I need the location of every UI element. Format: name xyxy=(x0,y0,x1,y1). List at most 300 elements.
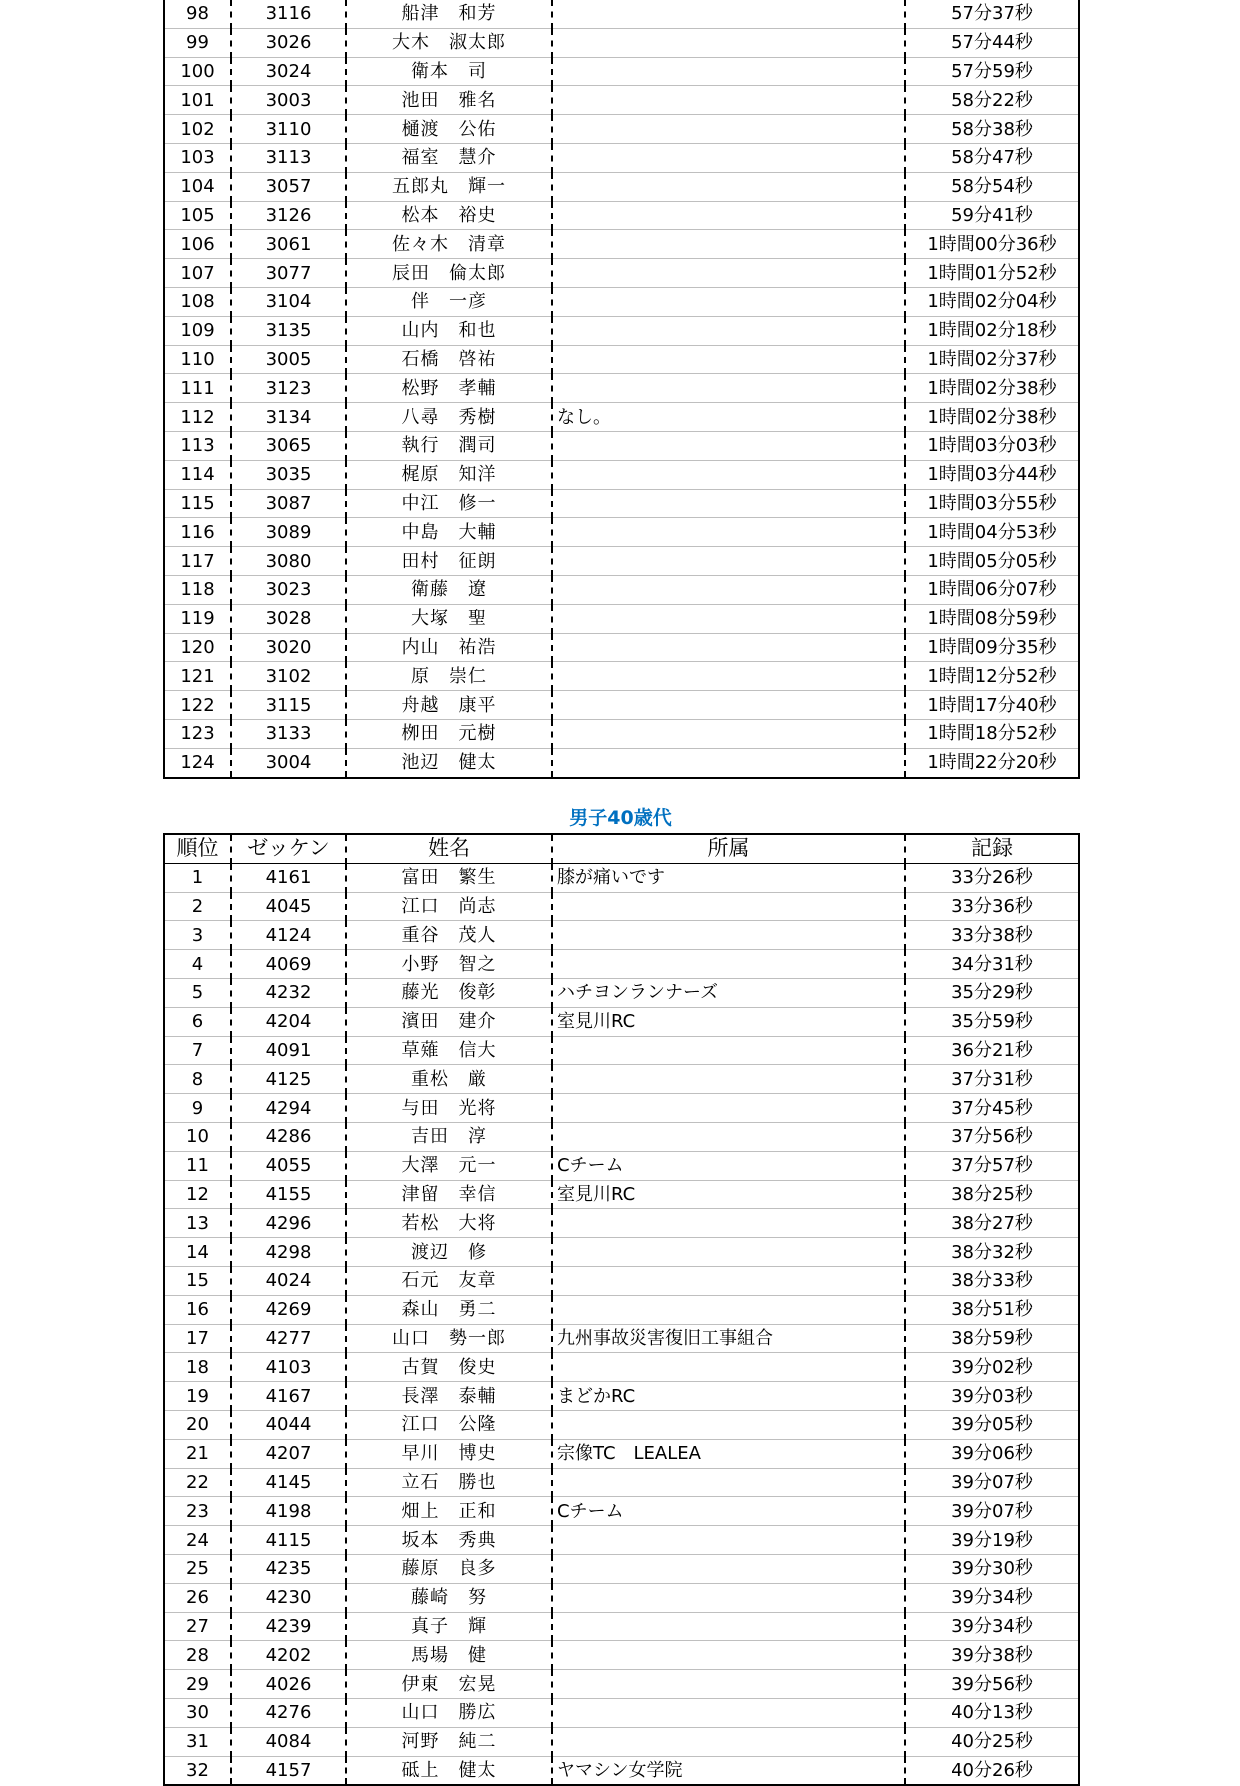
table-row xyxy=(164,1209,1079,1238)
cell-bib: 4276 xyxy=(231,1698,346,1727)
cell-bib: 4084 xyxy=(231,1727,346,1756)
cell-rank: 105 xyxy=(164,201,231,230)
cell-bib: 4202 xyxy=(231,1641,346,1670)
cell-rank: 106 xyxy=(164,230,231,259)
cell-rank: 25 xyxy=(164,1554,231,1583)
cell-club: まどかRC xyxy=(552,1382,905,1411)
table-row xyxy=(164,950,1079,979)
cell-club: ハチヨンランナーズ xyxy=(552,978,905,1007)
cell-club xyxy=(552,1698,905,1727)
cell-bib: 3020 xyxy=(231,633,346,662)
cell-time: 38分27秒 xyxy=(905,1209,1079,1238)
cell-rank: 102 xyxy=(164,115,231,144)
cell-time: 38分25秒 xyxy=(905,1180,1079,1209)
table-row xyxy=(164,1410,1079,1439)
cell-name: 衛本 司 xyxy=(346,57,552,86)
cell-time: 39分30秒 xyxy=(905,1554,1079,1583)
table-row xyxy=(164,1670,1079,1699)
cell-time: 40分13秒 xyxy=(905,1698,1079,1727)
cell-bib: 3024 xyxy=(231,57,346,86)
cell-rank: 31 xyxy=(164,1727,231,1756)
cell-bib: 4167 xyxy=(231,1382,346,1411)
cell-rank: 23 xyxy=(164,1497,231,1526)
table-row xyxy=(164,115,1079,144)
cell-time: 1時間00分36秒 xyxy=(905,230,1079,259)
cell-time: 37分45秒 xyxy=(905,1094,1079,1123)
cell-name: 石橋 啓祐 xyxy=(346,345,552,374)
table-row xyxy=(164,1324,1079,1353)
cell-bib: 4157 xyxy=(231,1756,346,1785)
table-row xyxy=(164,1439,1079,1468)
cell-bib: 4298 xyxy=(231,1238,346,1267)
cell-time: 35分29秒 xyxy=(905,978,1079,1007)
cell-name: 砥上 健太 xyxy=(346,1756,552,1785)
cell-name: 執行 潤司 xyxy=(346,431,552,460)
cell-rank: 113 xyxy=(164,431,231,460)
cell-time: 1時間22分20秒 xyxy=(905,748,1079,777)
header-row xyxy=(164,834,1079,863)
cell-name: 早川 博史 xyxy=(346,1439,552,1468)
cell-time: 39分05秒 xyxy=(905,1410,1079,1439)
table-row xyxy=(164,1497,1079,1526)
cell-rank: 27 xyxy=(164,1612,231,1641)
table-row xyxy=(164,1122,1079,1151)
cell-time: 1時間05分05秒 xyxy=(905,547,1079,576)
cell-name: 与田 光将 xyxy=(346,1094,552,1123)
cell-time: 38分32秒 xyxy=(905,1238,1079,1267)
cell-club xyxy=(552,1094,905,1123)
cell-club xyxy=(552,431,905,460)
cell-name: 重谷 茂人 xyxy=(346,921,552,950)
cell-rank: 112 xyxy=(164,403,231,432)
cell-club xyxy=(552,115,905,144)
cell-club: 膝が痛いです xyxy=(552,863,905,892)
cell-rank: 124 xyxy=(180,752,215,774)
cell-name: 畑上 正和 xyxy=(346,1497,552,1526)
cell-club xyxy=(552,748,905,777)
cell-name: 馬場 健 xyxy=(346,1641,552,1670)
cell-time: 39分03秒 xyxy=(905,1382,1079,1411)
cell-time: 1時間02分18秒 xyxy=(905,316,1079,345)
cell-name: 藤光 俊彰 xyxy=(346,978,552,1007)
cell-name: 中江 修一 xyxy=(346,489,552,518)
table-row xyxy=(164,575,1079,604)
cell-bib: 4286 xyxy=(231,1122,346,1151)
cell-bib: 3134 xyxy=(231,403,346,432)
cell-time: 1時間12分52秒 xyxy=(905,662,1079,691)
table-row xyxy=(164,1295,1079,1324)
cell-bib: 3133 xyxy=(231,719,346,748)
cell-name: 佐々木 清章 xyxy=(346,230,552,259)
table-row xyxy=(164,1094,1079,1123)
cell-club: ヤマシン女学院 xyxy=(552,1756,905,1785)
cell-rank: 9 xyxy=(164,1094,231,1123)
cell-time: 1時間02分38秒 xyxy=(905,403,1079,432)
table-row xyxy=(164,374,1079,403)
cell-bib: 3080 xyxy=(231,547,346,576)
cell-time: 58分22秒 xyxy=(905,86,1079,115)
cell-time: 33分38秒 xyxy=(905,921,1079,950)
cell-club xyxy=(552,719,905,748)
cell-name: 小野 智之 xyxy=(346,950,552,979)
cell-name: 藤原 良多 xyxy=(346,1554,552,1583)
cell-name: 重松 厳 xyxy=(346,1065,552,1094)
cell-time: 35分59秒 xyxy=(905,1007,1079,1036)
cell-bib: 4235 xyxy=(231,1554,346,1583)
cell-bib: 3061 xyxy=(231,230,346,259)
cell-club xyxy=(552,1727,905,1756)
table-row xyxy=(164,1382,1079,1411)
cell-name: 樋渡 公佑 xyxy=(346,115,552,144)
cell-club xyxy=(552,1266,905,1295)
cell-club xyxy=(552,1036,905,1065)
cell-name: 大木 淑太郎 xyxy=(346,28,552,57)
cell-rank: 119 xyxy=(164,604,231,633)
table-row xyxy=(164,172,1079,201)
cell-rank: 10 xyxy=(164,1122,231,1151)
cell-rank: 101 xyxy=(164,86,231,115)
cell-club xyxy=(552,287,905,316)
cell-rank: 110 xyxy=(164,345,231,374)
table-row xyxy=(164,892,1079,921)
cell-name: 大塚 聖 xyxy=(346,604,552,633)
table-row xyxy=(164,633,1079,662)
cell-time: 40分26秒 xyxy=(905,1756,1079,1785)
cell-club xyxy=(552,1353,905,1382)
table-row xyxy=(164,1238,1079,1267)
cell-name: 森山 勇二 xyxy=(346,1295,552,1324)
cell-bib: 4026 xyxy=(231,1670,346,1699)
table-row xyxy=(164,1266,1079,1295)
cell-rank: 8 xyxy=(164,1065,231,1094)
cell-time: 1時間04分53秒 xyxy=(905,518,1079,547)
cell-time: 38分51秒 xyxy=(905,1295,1079,1324)
cell-bib: 4055 xyxy=(231,1151,346,1180)
cell-time: 39分02秒 xyxy=(905,1353,1079,1382)
table-row xyxy=(164,259,1079,288)
cell-rank: 108 xyxy=(164,287,231,316)
cell-bib: 4232 xyxy=(231,978,346,1007)
cell-club: 室見川RC xyxy=(552,1180,905,1209)
cell-time: 36分21秒 xyxy=(905,1036,1079,1065)
cell-rank: 121 xyxy=(164,662,231,691)
cell-club: Cチーム xyxy=(552,1497,905,1526)
cell-time: 59分41秒 xyxy=(905,201,1079,230)
table-header xyxy=(164,834,1079,863)
cell-name: 松本 裕史 xyxy=(346,201,552,230)
cell-rank: 120 xyxy=(164,633,231,662)
cell-bib: 4155 xyxy=(231,1180,346,1209)
cell-bib: 4204 xyxy=(231,1007,346,1036)
table-row xyxy=(164,57,1079,86)
cell-time: 1時間03分03秒 xyxy=(905,431,1079,460)
table-row xyxy=(164,345,1079,374)
cell-bib: 4124 xyxy=(231,921,346,950)
cell-name: 津留 幸信 xyxy=(346,1180,552,1209)
cell-time: 1時間02分37秒 xyxy=(905,345,1079,374)
table-row xyxy=(164,1698,1079,1727)
cell-name: 八尋 秀樹 xyxy=(346,403,552,432)
cell-rank: 117 xyxy=(164,547,231,576)
cell-bib: 3004 xyxy=(231,748,346,777)
cell-club xyxy=(552,518,905,547)
cell-club xyxy=(552,143,905,172)
cell-club xyxy=(552,1670,905,1699)
table-row xyxy=(164,719,1079,748)
cell-rank: 11 xyxy=(164,1151,231,1180)
cell-rank: 116 xyxy=(164,518,231,547)
cell-name: 河野 純二 xyxy=(346,1727,552,1756)
cell-name: 江口 尚志 xyxy=(346,892,552,921)
table-row xyxy=(164,547,1079,576)
cell-name: 山口 勢一郎 xyxy=(346,1324,552,1353)
cell-club xyxy=(552,691,905,720)
cell-name: 伊東 宏晃 xyxy=(346,1670,552,1699)
table-row xyxy=(164,1526,1079,1555)
cell-name: 伴 一彦 xyxy=(346,287,552,316)
cell-club xyxy=(552,575,905,604)
cell-club xyxy=(552,662,905,691)
cell-name: 五郎丸 輝一 xyxy=(346,172,552,201)
table-row xyxy=(164,1641,1079,1670)
cell-bib: 3113 xyxy=(231,143,346,172)
table-row xyxy=(164,604,1079,633)
cell-time: 39分38秒 xyxy=(905,1641,1079,1670)
cell-club xyxy=(552,1122,905,1151)
cell-time: 37分56秒 xyxy=(905,1122,1079,1151)
cell-name: 吉田 淳 xyxy=(346,1122,552,1151)
cell-name: 辰田 倫太郎 xyxy=(346,259,552,288)
cell-rank: 29 xyxy=(164,1670,231,1699)
cell-bib: 3028 xyxy=(231,604,346,633)
cell-time: 37分57秒 xyxy=(905,1151,1079,1180)
cell-time: 1時間17分40秒 xyxy=(905,691,1079,720)
cell-time: 1時間03分44秒 xyxy=(905,460,1079,489)
cell-name: 江口 公隆 xyxy=(346,1410,552,1439)
cell-bib: 3057 xyxy=(231,172,346,201)
table-row xyxy=(164,1583,1079,1612)
cell-rank: 26 xyxy=(164,1583,231,1612)
cell-time: 1時間08分59秒 xyxy=(905,604,1079,633)
cell-club xyxy=(552,547,905,576)
table-row xyxy=(164,28,1079,57)
cell-rank: 98 xyxy=(164,0,231,28)
table-row xyxy=(164,230,1079,259)
cell-name: 舟越 康平 xyxy=(346,691,552,720)
cell-rank: 24 xyxy=(164,1526,231,1555)
cell-club xyxy=(552,1554,905,1583)
cell-club xyxy=(552,1612,905,1641)
cell-time: 58分54秒 xyxy=(905,172,1079,201)
cell-rank: 2 xyxy=(164,892,231,921)
cell-club xyxy=(552,950,905,979)
cell-rank: 99 xyxy=(164,28,231,57)
cell-name: 田村 征朗 xyxy=(346,547,552,576)
cell-club xyxy=(552,374,905,403)
cell-bib: 3135 xyxy=(231,316,346,345)
cell-club xyxy=(552,604,905,633)
cell-bib: 4125 xyxy=(231,1065,346,1094)
cell-bib: 3023 xyxy=(231,575,346,604)
cell-time: 40分25秒 xyxy=(905,1727,1079,1756)
table-row xyxy=(164,978,1079,1007)
cell-time: 38分59秒 xyxy=(905,1324,1079,1353)
cell-name: 真子 輝 xyxy=(346,1612,552,1641)
cell-name: 濱田 建介 xyxy=(346,1007,552,1036)
cell-rank: 19 xyxy=(164,1382,231,1411)
cell-bib: 4103 xyxy=(231,1353,346,1382)
table-row xyxy=(164,748,1079,777)
cell-time: 1時間01分52秒 xyxy=(905,259,1079,288)
cell-bib: 4239 xyxy=(231,1612,346,1641)
cell-club xyxy=(552,28,905,57)
cell-club xyxy=(552,1526,905,1555)
cell-bib: 4091 xyxy=(231,1036,346,1065)
cell-rank: 115 xyxy=(164,489,231,518)
cell-club xyxy=(552,230,905,259)
cell-name: 草薙 信大 xyxy=(346,1036,552,1065)
header-rank: 順位 xyxy=(164,834,231,863)
table-row xyxy=(164,287,1079,316)
cell-rank: 14 xyxy=(164,1238,231,1267)
cell-time: 58分38秒 xyxy=(905,115,1079,144)
cell-club xyxy=(552,1641,905,1670)
cell-club xyxy=(552,1209,905,1238)
cell-club xyxy=(552,892,905,921)
cell-time: 1時間02分38秒 xyxy=(905,374,1079,403)
cell-name: 福室 慧介 xyxy=(346,143,552,172)
cell-bib: 3102 xyxy=(231,662,346,691)
cell-name: 梶原 知洋 xyxy=(346,460,552,489)
cell-club: 室見川RC xyxy=(552,1007,905,1036)
cell-time: 1時間09分35秒 xyxy=(905,633,1079,662)
cell-rank: 118 xyxy=(164,575,231,604)
table-row xyxy=(164,86,1079,115)
cell-club xyxy=(552,921,905,950)
cell-time: 58分47秒 xyxy=(905,143,1079,172)
table-row xyxy=(164,518,1079,547)
cell-bib: 4161 xyxy=(231,863,346,892)
table-row xyxy=(164,1756,1079,1785)
cell-club xyxy=(552,1410,905,1439)
table-row xyxy=(164,201,1079,230)
cell-time: 57分44秒 xyxy=(905,28,1079,57)
cell-rank: 1 xyxy=(164,863,231,892)
cell-bib: 3077 xyxy=(231,259,346,288)
cell-rank: 103 xyxy=(164,143,231,172)
cell-rank: 5 xyxy=(164,978,231,1007)
cell-bib: 3126 xyxy=(231,201,346,230)
cell-club xyxy=(552,1583,905,1612)
cell-club: 九州事故災害復旧工事組合 xyxy=(552,1324,905,1353)
cell-bib: 4294 xyxy=(231,1094,346,1123)
cell-bib: 3005 xyxy=(231,345,346,374)
cell-bib: 3026 xyxy=(231,28,346,57)
table-row xyxy=(164,403,1079,432)
table-row xyxy=(164,1065,1079,1094)
cell-name: 原 崇仁 xyxy=(346,662,552,691)
results-table-continued xyxy=(163,0,1080,779)
cell-bib: 4145 xyxy=(231,1468,346,1497)
cell-bib: 4230 xyxy=(231,1583,346,1612)
cell-rank: 104 xyxy=(164,172,231,201)
cell-rank: 13 xyxy=(164,1209,231,1238)
cell-rank: 123 xyxy=(164,719,231,748)
cell-club xyxy=(552,259,905,288)
table-row xyxy=(164,691,1079,720)
cell-bib: 4069 xyxy=(231,950,346,979)
cell-club xyxy=(552,633,905,662)
cell-time: 39分07秒 xyxy=(905,1468,1079,1497)
cell-name: 若松 大将 xyxy=(346,1209,552,1238)
cell-bib: 4198 xyxy=(231,1497,346,1526)
table-row xyxy=(164,1036,1079,1065)
section-title-men-40s: 男子40歳代 xyxy=(569,807,672,829)
header-bib: ゼッケン xyxy=(231,834,346,863)
results-table-body xyxy=(164,0,1079,778)
cell-time: 57分37秒 xyxy=(905,0,1079,28)
cell-rank: 100 xyxy=(164,57,231,86)
results-table-body xyxy=(164,863,1079,1785)
table-row xyxy=(164,1180,1079,1209)
table-row xyxy=(164,1468,1079,1497)
cell-bib: 3035 xyxy=(231,460,346,489)
header-club: 所属 xyxy=(552,834,905,863)
cell-bib: 4296 xyxy=(231,1209,346,1238)
cell-name: 立石 勝也 xyxy=(346,1468,552,1497)
cell-bib: 3065 xyxy=(231,431,346,460)
cell-rank: 4 xyxy=(164,950,231,979)
cell-name: 古賀 俊史 xyxy=(346,1353,552,1382)
cell-name: 池辺 健太 xyxy=(346,748,552,777)
cell-time: 57分59秒 xyxy=(905,57,1079,86)
cell-time: 39分06秒 xyxy=(905,1439,1079,1468)
header-name: 姓名 xyxy=(346,834,552,863)
cell-bib: 3110 xyxy=(231,115,346,144)
cell-rank: 3 xyxy=(164,921,231,950)
cell-time: 1時間18分52秒 xyxy=(905,719,1079,748)
cell-time: 38分33秒 xyxy=(905,1266,1079,1295)
cell-rank: 114 xyxy=(164,460,231,489)
cell-rank: 20 xyxy=(164,1410,231,1439)
cell-time: 33分26秒 xyxy=(905,863,1079,892)
cell-bib: 3115 xyxy=(231,691,346,720)
cell-club xyxy=(552,1468,905,1497)
header-time: 記録 xyxy=(905,834,1079,863)
cell-name: 船津 和芳 xyxy=(346,0,552,28)
cell-name: 衛藤 遼 xyxy=(346,575,552,604)
cell-club xyxy=(552,172,905,201)
cell-rank: 22 xyxy=(164,1468,231,1497)
cell-club xyxy=(552,316,905,345)
table-row xyxy=(164,431,1079,460)
cell-club xyxy=(552,1065,905,1094)
cell-bib: 3123 xyxy=(231,374,346,403)
cell-club xyxy=(552,460,905,489)
cell-name: 坂本 秀典 xyxy=(346,1526,552,1555)
cell-rank: 21 xyxy=(164,1439,231,1468)
cell-time: 39分56秒 xyxy=(905,1670,1079,1699)
cell-club xyxy=(552,345,905,374)
cell-rank: 111 xyxy=(164,374,231,403)
cell-time: 33分36秒 xyxy=(905,892,1079,921)
cell-bib: 3089 xyxy=(231,518,346,547)
table-row xyxy=(164,143,1079,172)
cell-rank: 107 xyxy=(164,259,231,288)
table-row xyxy=(164,1151,1079,1180)
cell-time: 1時間03分55秒 xyxy=(905,489,1079,518)
cell-bib: 3116 xyxy=(231,0,346,28)
